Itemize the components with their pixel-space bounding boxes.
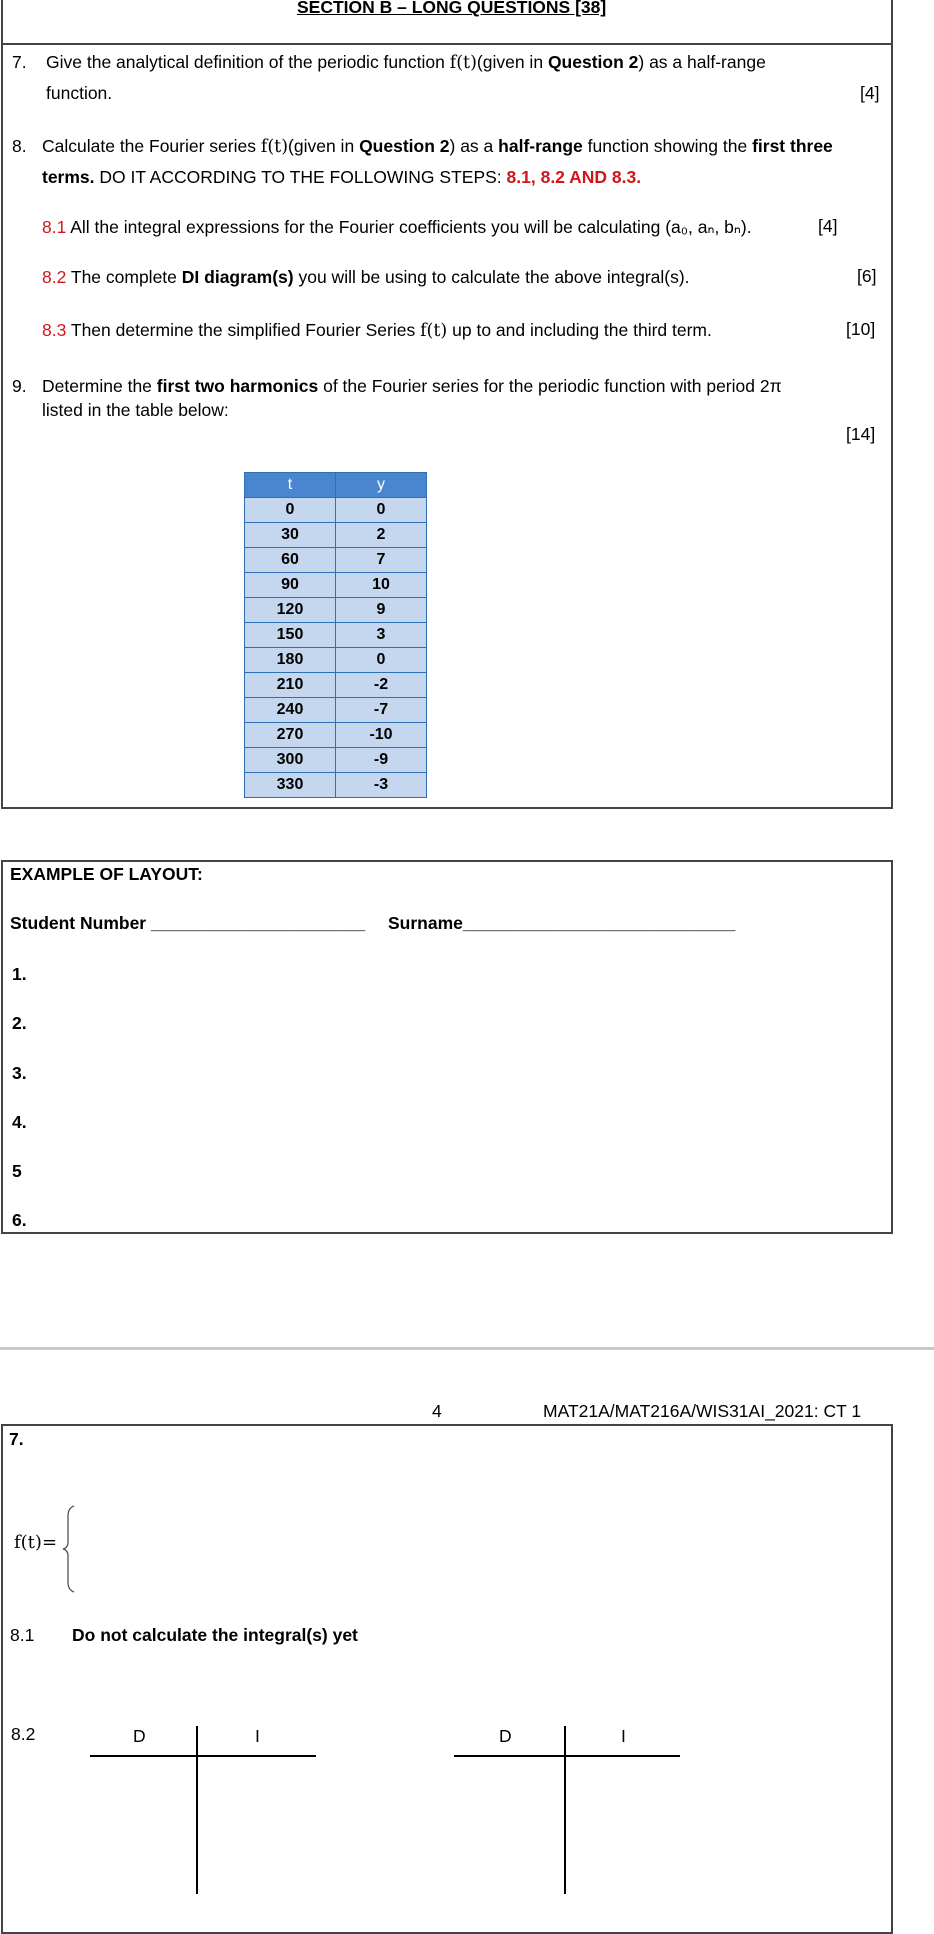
table-row <box>245 573 427 598</box>
q9-number: 9. <box>12 376 27 396</box>
table-row <box>245 623 427 648</box>
q8-step2-num: 8.2 <box>42 267 67 287</box>
di2-vertical-line <box>564 1726 566 1894</box>
q7-post: ) as a half-range <box>638 52 766 72</box>
answer-line-5: 5 <box>12 1161 22 1181</box>
q8-step2-pre: The complete <box>70 267 177 287</box>
q7-pre: Give the analytical definition of the periodic function <box>46 52 445 72</box>
q8-step1-num: 8.1 <box>42 217 67 237</box>
table-row <box>245 598 427 623</box>
y-cell: -3 <box>336 773 427 798</box>
t-cell: 300 <box>245 748 336 773</box>
q9-line2: listed in the table below: <box>42 400 229 420</box>
table-row <box>245 673 427 698</box>
t-cell: 120 <box>245 598 336 623</box>
q8-step3 <box>42 318 712 344</box>
table-row <box>245 648 427 673</box>
q8-number: 8. <box>12 136 27 156</box>
q8-step2 <box>42 265 690 290</box>
answer-line-4: 4. <box>12 1112 27 1132</box>
di-diagram-1 <box>90 1724 320 1920</box>
t-cell: 0 <box>245 498 336 523</box>
answer-line-2: 2. <box>12 1013 27 1033</box>
q7-number: 7. <box>12 52 27 72</box>
q8-step3-num: 8.3 <box>42 320 67 340</box>
t-cell: 30 <box>245 523 336 548</box>
student-number-label: Student Number ______________________ <box>10 913 366 933</box>
q8-step3-post: up to and including the third term. <box>452 320 712 340</box>
q8-line1 <box>42 134 833 160</box>
q8-step2-bold: DI diagram(s) <box>181 267 294 287</box>
surname-label: Surname____________________________ <box>388 913 736 933</box>
y-cell: 7 <box>336 548 427 573</box>
q8-first-three: first three <box>752 136 833 156</box>
q9-line1 <box>42 374 782 399</box>
y-cell: -2 <box>336 673 427 698</box>
y-cell: -10 <box>336 723 427 748</box>
di2-i-label: I <box>621 1726 626 1746</box>
y-cell: 0 <box>336 498 427 523</box>
q8-step2-post: you will be using to calculate the above integral(s). <box>298 267 690 287</box>
y-cell: 3 <box>336 623 427 648</box>
answer-s81-text: Do not calculate the integral(s) yet <box>72 1625 358 1645</box>
data-table <box>244 472 427 798</box>
q8-instruction: DO IT ACCORDING TO THE FOLLOWING STEPS: <box>99 167 502 187</box>
page-divider <box>0 1347 934 1350</box>
y-cell: -7 <box>336 698 427 723</box>
table-row <box>245 748 427 773</box>
t-cell: 330 <box>245 773 336 798</box>
table-row <box>245 548 427 573</box>
answer-q7-label: 7. <box>9 1429 24 1449</box>
q8-step1-marks: [4] <box>818 216 838 236</box>
q8-step1-text: All the integral expressions for the Fourier coefficients you will be calculating (a₀, aₙ, bₙ). <box>70 217 752 237</box>
di1-d-label: D <box>133 1726 146 1746</box>
q8-ref: Question 2 <box>359 136 450 156</box>
y-cell: 9 <box>336 598 427 623</box>
answer-line-6: 6. <box>12 1210 27 1230</box>
t-cell: 210 <box>245 673 336 698</box>
q7-marks: [4] <box>860 83 880 103</box>
q8-step3-pre: Then determine the simplified Fourier Series <box>70 320 416 340</box>
q8-step3-marks: [10] <box>846 319 876 339</box>
ft-label: f(t)= <box>14 1532 58 1553</box>
q8-line2 <box>42 165 641 190</box>
table-row <box>245 498 427 523</box>
q8-func: f(t) <box>260 137 289 157</box>
table-row <box>245 723 427 748</box>
t-cell: 90 <box>245 573 336 598</box>
q7-mid: (given in <box>476 52 544 72</box>
q8-half-range: half-range <box>498 136 583 156</box>
q8-steps: 8.1, 8.2 AND 8.3. <box>506 167 642 187</box>
q8-pre: Calculate the Fourier series <box>42 136 256 156</box>
table-header-y: y <box>336 473 427 498</box>
q8-step1 <box>42 215 752 240</box>
q7-line1 <box>46 50 766 76</box>
q9-pre: Determine the <box>42 376 152 396</box>
t-cell: 180 <box>245 648 336 673</box>
di1-i-label: I <box>255 1726 260 1746</box>
t-cell: 60 <box>245 548 336 573</box>
q8-terms: terms. <box>42 167 95 187</box>
di2-d-label: D <box>499 1726 512 1746</box>
title-rule <box>1 43 893 45</box>
q7-func: f(t) <box>449 53 477 73</box>
di1-horizontal-line <box>90 1755 316 1757</box>
q8-mid3: function showing the <box>587 136 748 156</box>
q8-step3-func: f(t) <box>420 321 448 341</box>
y-cell: 2 <box>336 523 427 548</box>
t-cell: 270 <box>245 723 336 748</box>
course-code: MAT21A/MAT216A/WIS31AI_2021: CT 1 <box>543 1401 862 1421</box>
q7-line2: function. <box>46 83 113 103</box>
q7-ref: Question 2 <box>547 52 639 72</box>
page-number: 4 <box>432 1401 442 1421</box>
piecewise-brace <box>60 1504 82 1594</box>
section-title: SECTION B – LONG QUESTIONS [38] <box>297 0 607 17</box>
answer-line-1: 1. <box>12 964 27 984</box>
y-cell: 0 <box>336 648 427 673</box>
answer-line-3: 3. <box>12 1063 27 1083</box>
q8-mid2: ) as a <box>449 136 494 156</box>
y-cell: -9 <box>336 748 427 773</box>
table-row <box>245 523 427 548</box>
di2-horizontal-line <box>454 1755 680 1757</box>
table-row <box>245 773 427 798</box>
q9-post: of the Fourier series for the periodic function with period 2π <box>323 376 782 396</box>
t-cell: 150 <box>245 623 336 648</box>
q9-marks: [14] <box>846 424 876 444</box>
y-cell: 10 <box>336 573 427 598</box>
di-diagram-2 <box>454 1724 684 1920</box>
layout-example-title: EXAMPLE OF LAYOUT: <box>10 864 203 884</box>
table-header-t: t <box>245 473 336 498</box>
q8-step2-marks: [6] <box>857 266 877 286</box>
di1-vertical-line <box>196 1726 198 1894</box>
t-cell: 240 <box>245 698 336 723</box>
q8-mid: (given in <box>288 136 355 156</box>
q9-bold: first two harmonics <box>156 376 319 396</box>
table-row <box>245 698 427 723</box>
answer-s81-label: 8.1 <box>10 1625 35 1645</box>
answer-s82-label: 8.2 <box>11 1724 36 1744</box>
